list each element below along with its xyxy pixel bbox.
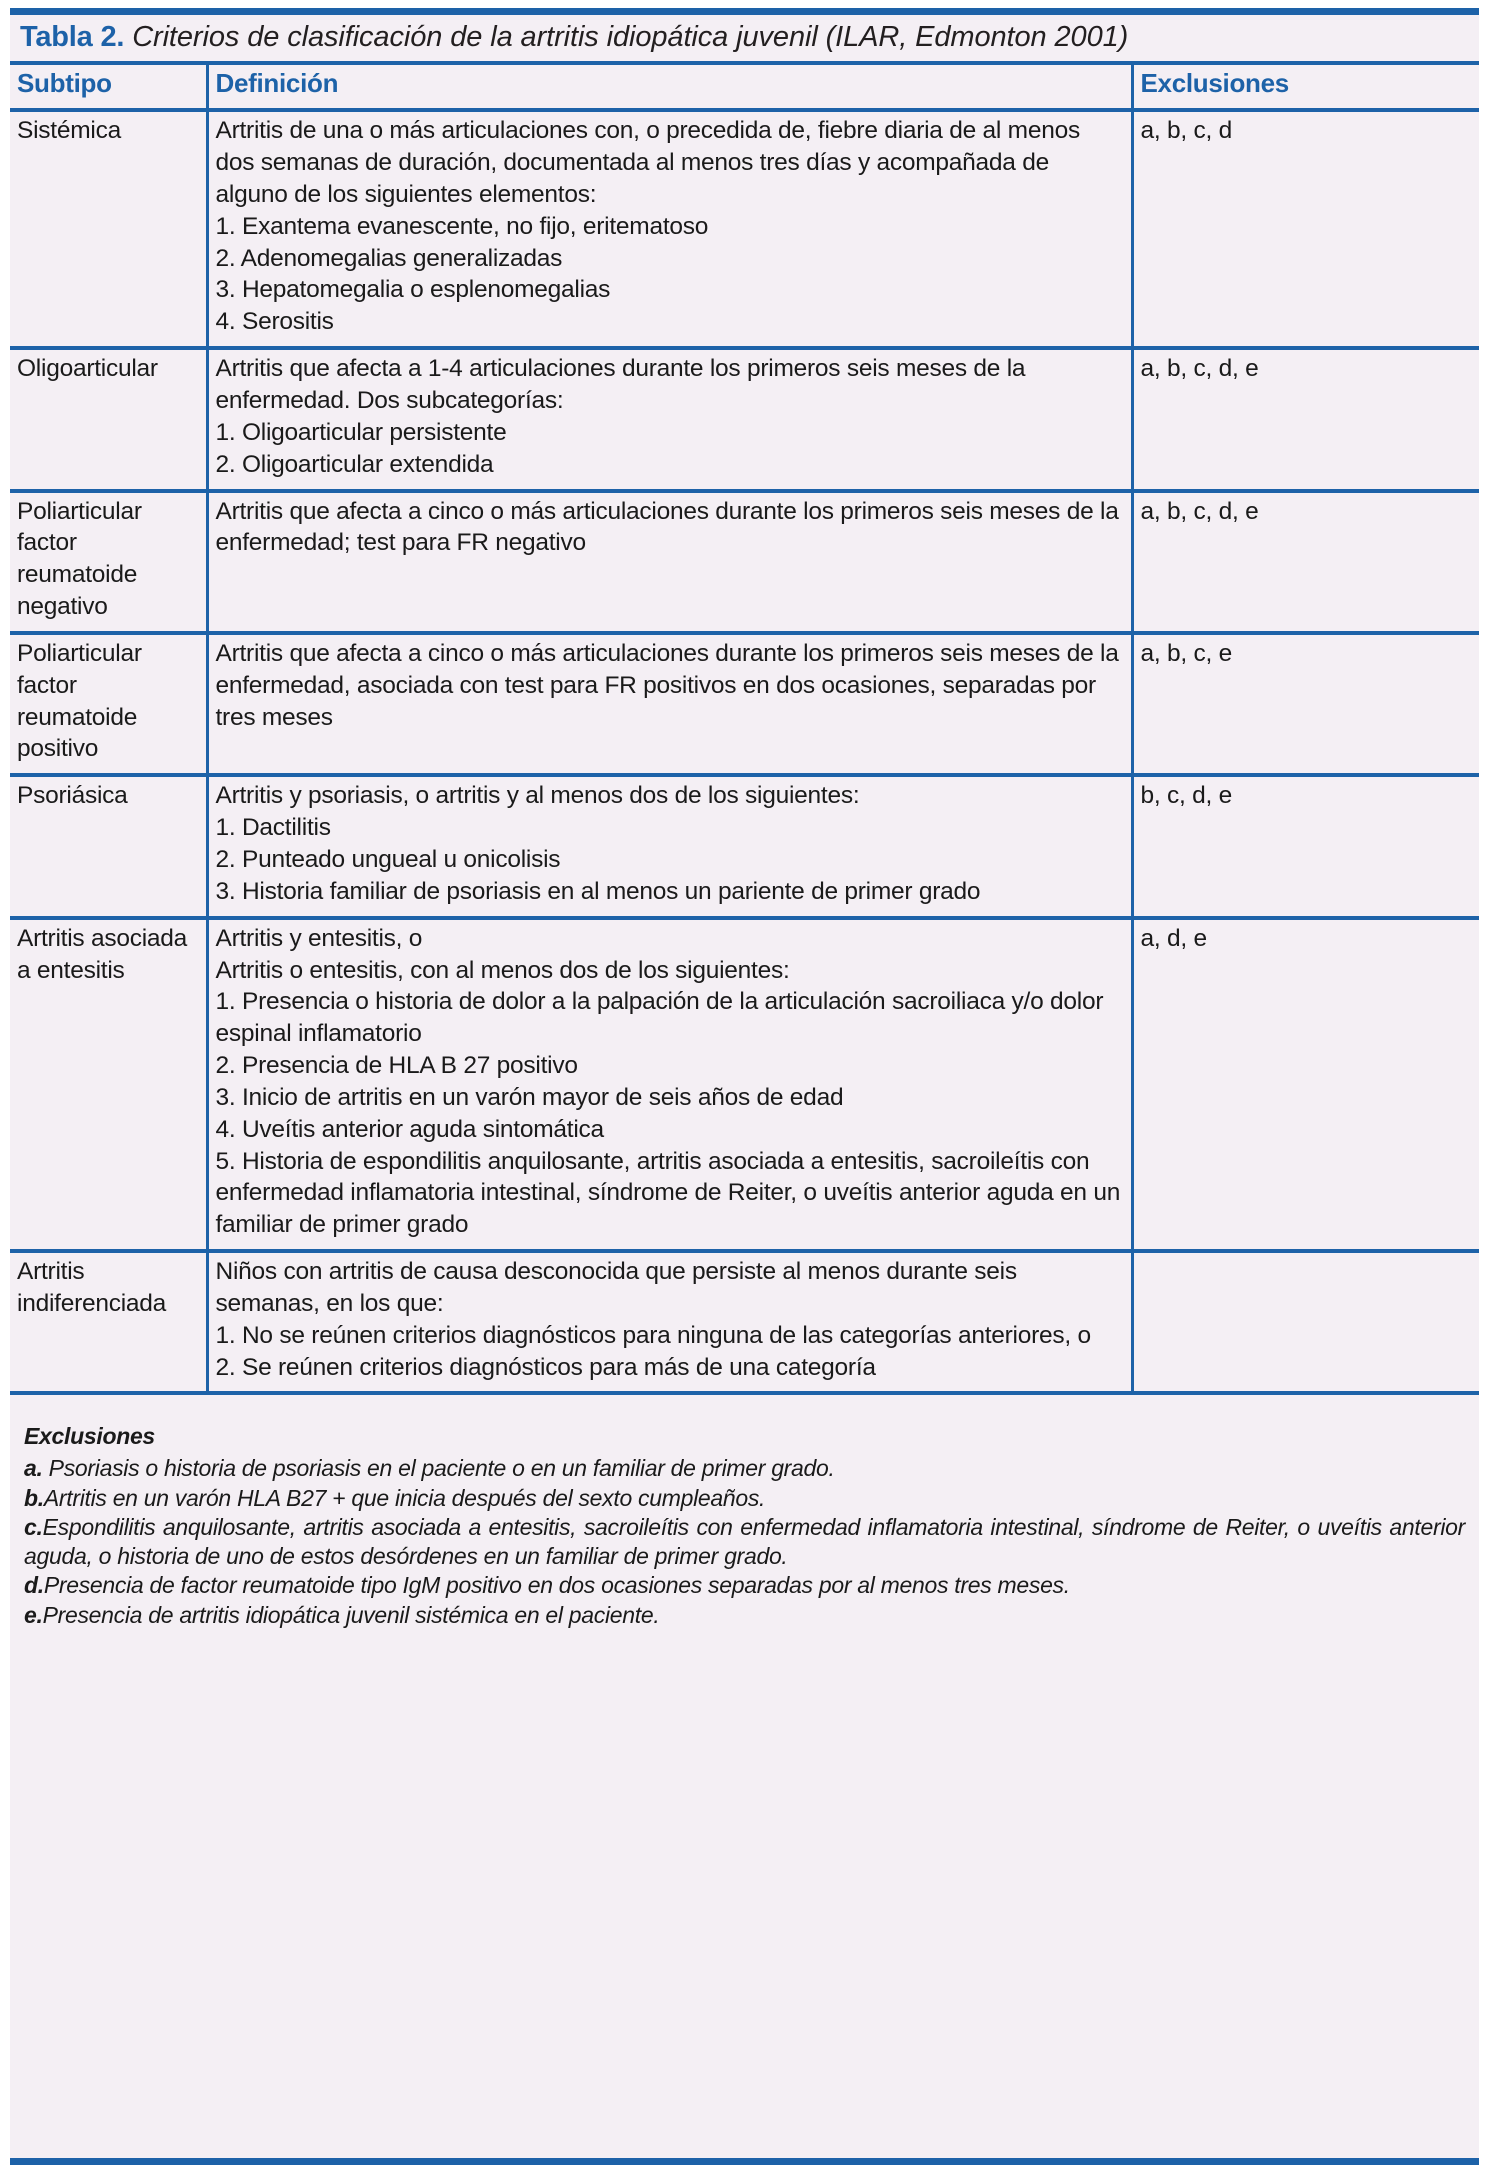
footnote-key: a. <box>24 1455 43 1481</box>
footnote-key: c. <box>24 1514 43 1541</box>
cell-subtype: Poliarticular factor reumatoide negativo <box>10 491 207 633</box>
definition-line: 4. Uveítis anterior aguda sintomática <box>215 1115 604 1143</box>
definition-line: Artritis o entesitis, con al menos dos de los siguientes: <box>215 956 790 984</box>
table-row <box>10 633 1479 775</box>
table-body <box>10 110 1479 1393</box>
definition-line: 5. Historia de espondilitis anquilosante, artritis asociada a entesitis, sacroileítis con enfermedad inflamatoria intestinal, síndrome de Reiter, o uveítis anterior aguda en un familiar de primer grado <box>215 1147 1127 1239</box>
definition-line: 1. Dactilitis <box>215 814 331 842</box>
cell-definition <box>207 110 1132 348</box>
table-header-row <box>10 65 1479 110</box>
footnote-key: d. <box>24 1572 44 1599</box>
table-number-label: Tabla 2. <box>20 21 125 53</box>
footnote-item <box>24 1601 1465 1630</box>
definition-line: 2. Se reúnen criterios diagnósticos para más de una categoría <box>215 1353 876 1381</box>
cell-subtype: Poliarticular factor reumatoide positivo <box>10 633 207 775</box>
cell-exclusions: a, b, c, d, e <box>1132 491 1479 633</box>
definition-line: 3. Inicio de artritis en un varón mayor de seis años de edad <box>215 1083 844 1111</box>
definition-line: Artritis de una o más articulaciones con, o precedida de, fiebre diaria de al menos dos semanas de duración, documentada al menos tres días y acompañada de alguno de los siguientes elementos: <box>215 117 1087 208</box>
cell-exclusions: b, c, d, e <box>1132 775 1479 917</box>
definition-line: Artritis que afecta a cinco o más articulaciones durante los primeros seis meses de la enfermedad; test para FR negativo <box>215 497 1126 557</box>
caption-line <box>20 21 1469 53</box>
cell-exclusions: a, b, c, d <box>1132 110 1479 348</box>
criteria-table <box>10 65 1479 1395</box>
table-caption-text: Criterios de clasificación de la artritis idiopática juvenil (ILAR, Edmonton 2001) <box>124 21 1129 53</box>
cell-exclusions: a, b, c, e <box>1132 633 1479 775</box>
table-row <box>10 918 1479 1251</box>
table-row <box>10 348 1479 490</box>
cell-definition <box>207 348 1132 490</box>
cell-subtype: Oligoarticular <box>10 348 207 490</box>
table-panel <box>10 8 1479 2165</box>
definition-line: Artritis que afecta a cinco o más articulaciones durante los primeros seis meses de la enfermedad, asociada con test para FR positivos en dos ocasiones, separadas por tres meses <box>215 639 1126 731</box>
footnote-item <box>24 1571 1465 1600</box>
footnotes-list <box>24 1454 1465 1629</box>
definition-line: 1. No se reúnen criterios diagnósticos para ninguna de las categorías anteriores, o <box>215 1321 1091 1349</box>
cell-exclusions: a, b, c, d, e <box>1132 348 1479 490</box>
cell-subtype: Artritis asociada a entesitis <box>10 918 207 1251</box>
footnote-text: Artritis en un varón HLA B27 + que inicia después del sexto cumpleaños. <box>43 1484 766 1511</box>
definition-line: Artritis y entesitis, o <box>215 924 423 952</box>
cell-definition <box>207 491 1132 633</box>
table-row <box>10 1251 1479 1393</box>
cell-subtype: Sistémica <box>10 110 207 348</box>
table-row <box>10 110 1479 348</box>
definition-line: Artritis y psoriasis, o artritis y al menos dos de los siguientes: <box>215 782 860 810</box>
cell-definition <box>207 1251 1132 1393</box>
footnote-text: Psoriasis o historia de psoriasis en el paciente o en un familiar de primer grado. <box>42 1455 835 1481</box>
table-row <box>10 491 1479 633</box>
table-head <box>10 65 1479 110</box>
footnote-item <box>24 1513 1465 1570</box>
definition-line: 3. Hepatomegalia o esplenomegalias <box>215 276 611 304</box>
footnote-text: Presencia de artritis idiopática juvenil sistémica en el paciente. <box>42 1601 660 1628</box>
definition-line: 2. Punteado ungueal u onicolisis <box>215 845 561 873</box>
footnote-item <box>24 1454 1465 1483</box>
cell-definition <box>207 633 1132 775</box>
footnote-key: e. <box>24 1601 43 1628</box>
footnote-key: b. <box>24 1484 44 1511</box>
table-row <box>10 775 1479 917</box>
cell-exclusions: a, d, e <box>1132 918 1479 1251</box>
footnotes-section <box>10 1395 1479 2158</box>
cell-definition <box>207 775 1132 917</box>
column-header-exclusions: Exclusiones <box>1132 65 1479 110</box>
footnote-text: Presencia de factor reumatoide tipo IgM positivo en dos ocasiones separadas por al menos tres meses. <box>43 1572 1070 1599</box>
footnote-text: Espondilitis anquilosante, artritis asociada a entesitis, sacroileítis con enfermedad inflamatoria intestinal, síndrome de Reiter, o uveítis anterior aguda, o historia de uno de estos desórdenes en un familiar de primer grado. <box>24 1514 1465 1569</box>
cell-subtype: Artritis indiferenciada <box>10 1251 207 1393</box>
definition-line: 4. Serositis <box>215 308 334 336</box>
definition-line: 2. Presencia de HLA B 27 positivo <box>215 1052 578 1080</box>
definition-line: 1. Exantema evanescente, no fijo, eritematoso <box>215 212 709 240</box>
table-caption <box>10 15 1479 65</box>
definition-line: 3. Historia familiar de psoriasis en al menos un pariente de primer grado <box>215 877 981 905</box>
definition-line: 2. Oligoarticular extendida <box>215 450 494 478</box>
cell-subtype: Psoriásica <box>10 775 207 917</box>
definition-line: Artritis que afecta a 1-4 articulaciones durante los primeros seis meses de la enfermedad. Dos subcategorías: <box>215 355 1032 415</box>
footnote-item <box>24 1484 1465 1513</box>
footnotes-title: Exclusiones <box>24 1423 155 1450</box>
column-header-definition: Definición <box>207 65 1132 110</box>
cell-definition <box>207 918 1132 1251</box>
definition-line: 1. Presencia o historia de dolor a la palpación de la articulación sacroiliaca y/o dolor espinal inflamatorio <box>215 988 1110 1048</box>
definition-line: Niños con artritis de causa desconocida que persiste al menos durante seis semanas, en los que: <box>215 1258 1024 1317</box>
definition-line: 2. Adenomegalias generalizadas <box>215 244 563 272</box>
column-header-subtype: Subtipo <box>10 65 207 110</box>
definition-line: 1. Oligoarticular persistente <box>215 418 507 446</box>
cell-exclusions <box>1132 1251 1479 1393</box>
